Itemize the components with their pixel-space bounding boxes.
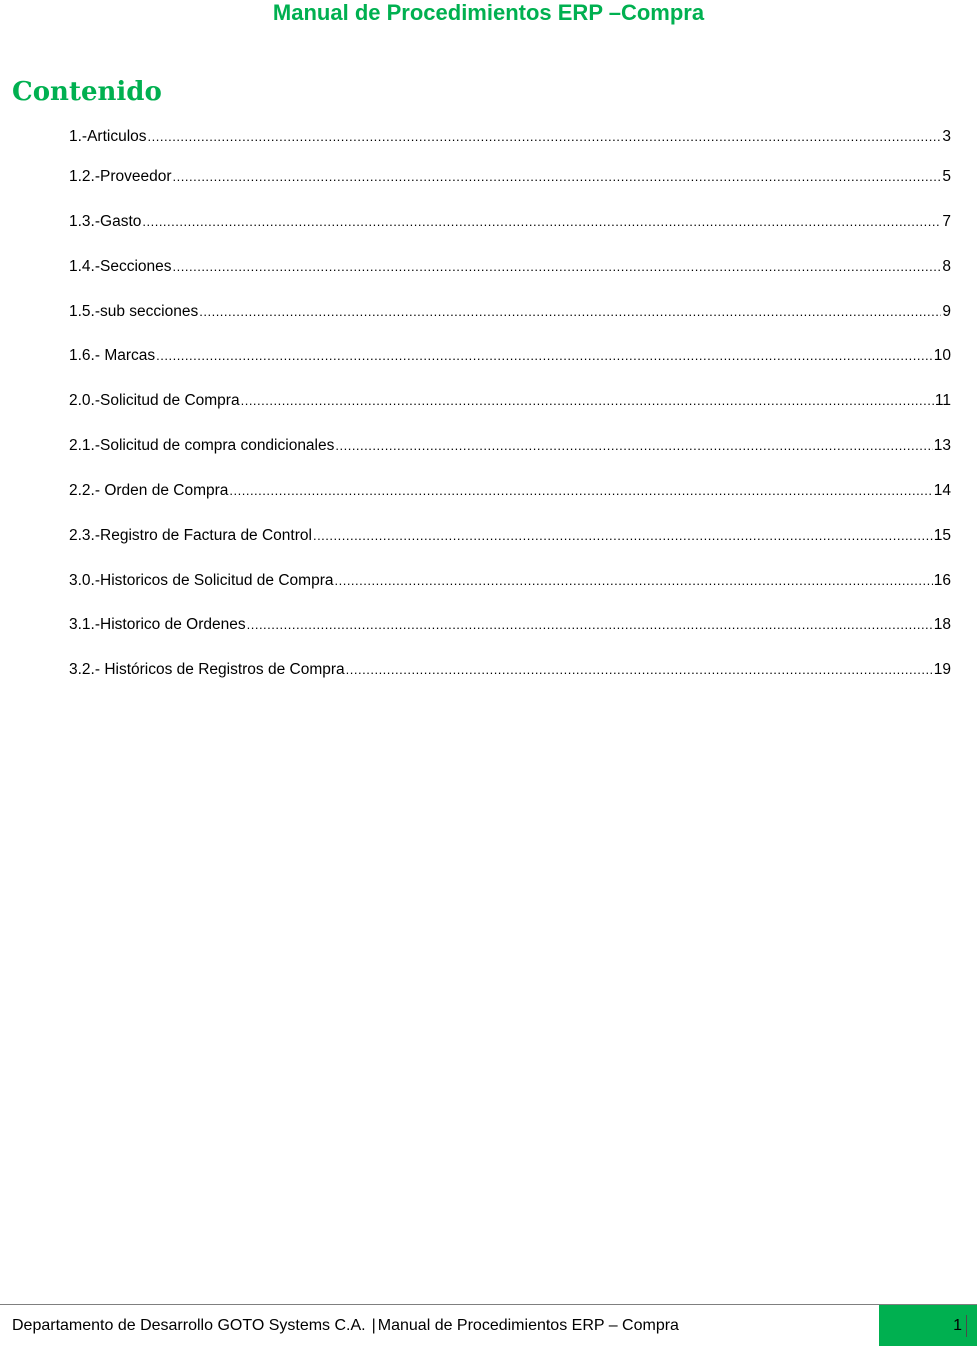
toc-heading: Contenido — [12, 77, 162, 107]
toc-dot-leader — [148, 126, 942, 148]
footer-manual-title: Manual de Procedimientos ERP – Compra — [377, 1317, 679, 1334]
toc-entry-page: 19 — [933, 661, 951, 679]
toc-entry-title: 2.1.-Solicitud de compra condicionales — [69, 437, 335, 455]
toc-entry-title: 3.0.-Historicos de Solicitud de Compra — [69, 571, 334, 589]
footer-separator: | — [371, 1317, 376, 1334]
toc-entry-title: 3.2.- Históricos de Registros de Compra — [69, 661, 345, 679]
footer-department: Departamento de Desarrollo GOTO Systems C.A. — [12, 1317, 366, 1334]
table-of-contents — [69, 126, 951, 704]
toc-entry-title: 2.0.-Solicitud de Compra — [69, 392, 240, 410]
toc-dot-leader — [229, 480, 932, 502]
toc-entry-marcas[interactable] — [69, 345, 951, 367]
toc-entry-title: 1.5.-sub secciones — [69, 302, 199, 320]
toc-dot-leader — [334, 570, 932, 592]
toc-entry-page: 13 — [933, 437, 951, 455]
toc-entry-historico-ordenes[interactable] — [69, 614, 951, 636]
toc-entry-proveedor[interactable] — [69, 166, 951, 188]
document-header-title: Manual de Procedimientos ERP –Compra — [272, 0, 705, 25]
toc-entry-title: 1.6.- Marcas — [69, 347, 156, 365]
toc-entry-secciones[interactable] — [69, 256, 951, 278]
toc-entry-page: 18 — [933, 616, 951, 634]
toc-dot-leader — [156, 345, 933, 367]
toc-dot-leader — [313, 525, 933, 547]
toc-entry-registro-de-factura[interactable] — [69, 525, 951, 547]
toc-entry-page: 10 — [933, 347, 951, 365]
toc-dot-leader — [335, 435, 932, 457]
toc-dot-leader — [346, 659, 933, 681]
toc-entry-title: 3.1.-Historico de Ordenes — [69, 616, 246, 634]
toc-entry-title: 1.2.-Proveedor — [69, 168, 172, 185]
toc-entry-solicitud-condicionales[interactable] — [69, 435, 951, 457]
toc-entry-historicos-solicitud[interactable] — [69, 570, 951, 592]
toc-entry-articulos[interactable] — [69, 126, 951, 148]
page-number: 1 — [953, 1315, 967, 1337]
toc-entry-page: 5 — [942, 168, 951, 185]
toc-dot-leader — [241, 390, 934, 412]
toc-entry-page: 7 — [942, 212, 951, 230]
toc-entry-title: 2.3.-Registro de Factura de Control — [69, 526, 312, 544]
page-number-box — [879, 1305, 977, 1346]
footer — [12, 1315, 679, 1337]
toc-entry-page: 8 — [942, 257, 951, 275]
toc-entry-sub-secciones[interactable] — [69, 301, 951, 323]
toc-entry-title: 2.2.- Orden de Compra — [69, 481, 229, 499]
toc-entry-page: 11 — [934, 392, 951, 410]
toc-dot-leader — [142, 211, 941, 233]
toc-entry-page: 16 — [933, 571, 951, 589]
toc-entry-orden-de-compra[interactable] — [69, 480, 951, 502]
toc-entry-solicitud-de-compra[interactable] — [69, 390, 951, 412]
toc-dot-leader — [199, 301, 941, 323]
toc-entry-title: 1.4.-Secciones — [69, 257, 172, 275]
toc-entry-title: 1.-Articulos — [69, 128, 147, 145]
toc-dot-leader — [173, 256, 942, 278]
toc-entry-page: 15 — [933, 526, 951, 544]
toc-dot-leader — [247, 614, 933, 636]
toc-entry-page: 3 — [942, 128, 951, 145]
toc-entry-gasto[interactable] — [69, 211, 951, 233]
toc-dot-leader — [173, 166, 942, 188]
toc-entry-page: 9 — [942, 302, 951, 320]
toc-entry-page: 14 — [933, 481, 951, 499]
toc-entry-historicos-registros[interactable] — [69, 659, 951, 681]
toc-entry-title: 1.3.-Gasto — [69, 212, 142, 230]
footer-divider — [0, 1304, 977, 1305]
